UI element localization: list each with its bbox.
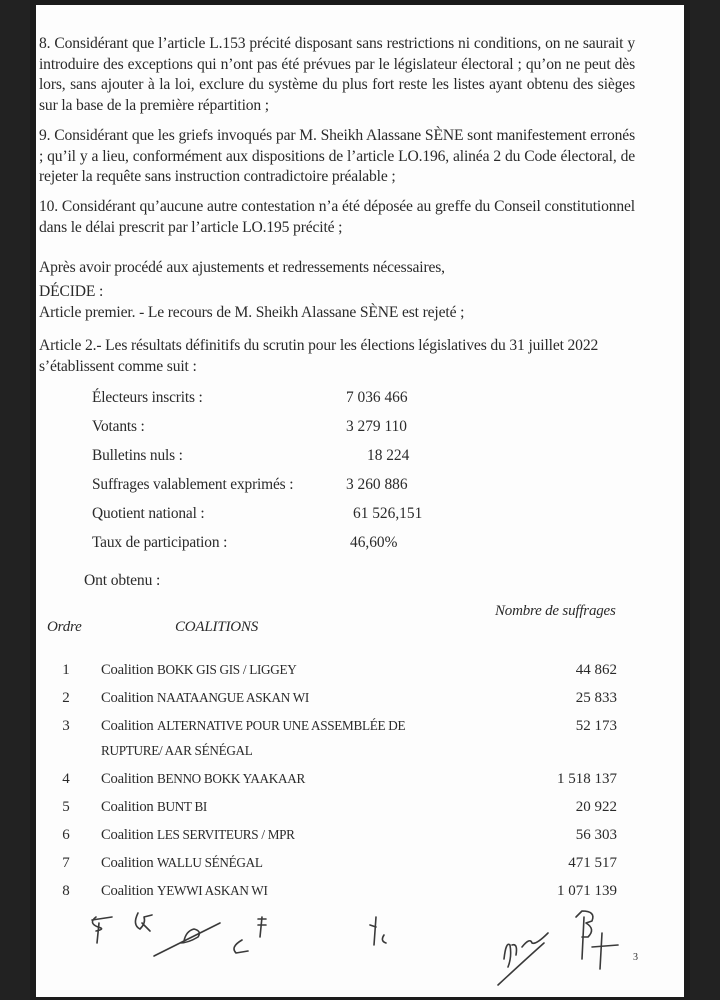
row-coalition: [101, 799, 207, 816]
coalition-prefix: Coalition: [101, 662, 154, 678]
coalition-name: WALLU SÉNÉGAL: [156, 855, 263, 870]
row-votes: 1 071 139: [557, 883, 617, 899]
row-coalition: [101, 855, 263, 872]
signature-2: [135, 913, 152, 931]
stat-value: 18 224: [367, 447, 410, 464]
article-2: Article 2.- Les résultats définitifs du scrutin pour les élections législatives du 31 juillet 2022 s’établissent comme suit :: [39, 337, 599, 375]
coalition-name: NAATAANGUE ASKAN WI: [156, 690, 309, 705]
row-order: 6: [62, 827, 70, 843]
coalition-prefix: Coalition: [101, 855, 154, 871]
signature-4: [234, 917, 266, 953]
stat-value: 3 279 110: [346, 418, 407, 435]
row-coalition: [101, 690, 309, 707]
article-1: Article premier. - Le recours de M. Sheikh Alassane SÈNE est rejeté ;: [39, 304, 465, 321]
coalition-name: YEWWI ASKAN WI: [156, 883, 268, 898]
stat-label: Votants :: [92, 418, 145, 435]
coalition-name: ALTERNATIVE POUR UNE ASSEMBLÉE DE: [156, 718, 406, 733]
row-order: 5: [62, 799, 70, 815]
stat-value: 61 526,151: [353, 505, 423, 522]
stat-label: Bulletins nuls :: [92, 447, 183, 464]
signature-5: [370, 917, 386, 945]
row-coalition: [101, 883, 268, 900]
coalition-prefix: Coalition: [101, 771, 154, 787]
coalition-name: BOKK GIS GIS / LIGGEY: [156, 662, 297, 677]
row-coalition: [101, 718, 405, 735]
row-votes: 56 303: [575, 827, 617, 843]
coalition-prefix: Coalition: [101, 799, 154, 815]
decide-heading: DÉCIDE :: [39, 283, 104, 300]
stat-label: Suffrages valablement exprimés :: [92, 476, 294, 493]
row-coalition: [101, 662, 296, 679]
coalition-name-line2: RUPTURE/ AAR SÉNÉGAL: [101, 743, 253, 758]
coalition-prefix: Coalition: [101, 690, 154, 706]
coalition-prefix: Coalition: [101, 883, 154, 899]
row-coalition-continued: [101, 743, 253, 760]
page-number: 3: [633, 952, 638, 963]
row-votes: 44 862: [575, 662, 617, 678]
stat-value: 7 036 466: [346, 389, 408, 406]
obtained-label: Ont obtenu :: [84, 572, 161, 589]
signature-3: [154, 923, 220, 956]
header-votes: Nombre de suffrages: [495, 603, 616, 619]
coalition-name: LES SERVITEURS / MPR: [156, 827, 295, 842]
coalition-name: BENNO BOKK YAAKAAR: [156, 771, 305, 786]
signature-6: [498, 933, 548, 985]
coalition-prefix: Coalition: [101, 827, 154, 843]
backdrop-right: [690, 0, 720, 1000]
row-order: 2: [62, 690, 70, 706]
signature-7: [576, 911, 618, 969]
row-votes: 20 922: [575, 799, 617, 815]
signature-1: [92, 917, 112, 943]
document-page: [36, 5, 684, 997]
header-coalitions: COALITIONS: [175, 619, 259, 635]
row-order: 3: [62, 718, 70, 734]
stat-label: Taux de participation :: [92, 534, 228, 551]
row-votes: 471 517: [568, 855, 617, 871]
stat-value: 46,60%: [350, 534, 398, 551]
stat-label: Électeurs inscrits :: [92, 389, 203, 406]
adjustments-line: Après avoir procédé aux ajustements et redressements nécessaires,: [39, 259, 445, 276]
row-votes: 1 518 137: [557, 771, 617, 787]
row-coalition: [101, 771, 305, 788]
paragraph-9: 9. Considérant que les griefs invoqués par M. Sheikh Alassane SÈNE sont manifestement erronés ; qu’il y a lieu, conformément aux dispositions de l’article LO.196, alinéa 2 du Code électoral, de rejeter la requête sans instruction contradictoire préalable ;: [39, 127, 635, 185]
row-order: 1: [62, 662, 70, 678]
row-coalition: [101, 827, 295, 844]
header-order: Ordre: [47, 619, 82, 635]
coalition-prefix: Coalition: [101, 718, 154, 734]
stat-value: 3 260 886: [346, 476, 408, 493]
row-order: 7: [62, 855, 70, 871]
row-order: 8: [62, 883, 70, 899]
signatures: [36, 903, 684, 993]
coalition-name: BUNT BI: [156, 799, 208, 814]
stat-label: Quotient national :: [92, 505, 205, 522]
paragraph-10: 10. Considérant qu’aucune autre contestation n’a été déposée au greffe du Conseil constitutionnel dans le délai prescrit par l’article LO.195 précité ;: [39, 198, 635, 236]
row-votes: 52 173: [575, 718, 617, 734]
paragraph-8: 8. Considérant que l’article L.153 précité disposant sans restrictions ni conditions, on ne saurait y introduire des exceptions qui n’ont pas été prévues par le législateur électoral ; qu’on ne peut dès lors, sans ajouter à la loi, exclure du système du plus fort reste les listes ayant obtenu des sièges sur la base de la première répartition ;: [39, 35, 635, 114]
backdrop-left: [0, 0, 30, 1000]
row-order: 4: [62, 771, 70, 787]
row-votes: 25 833: [575, 690, 617, 706]
